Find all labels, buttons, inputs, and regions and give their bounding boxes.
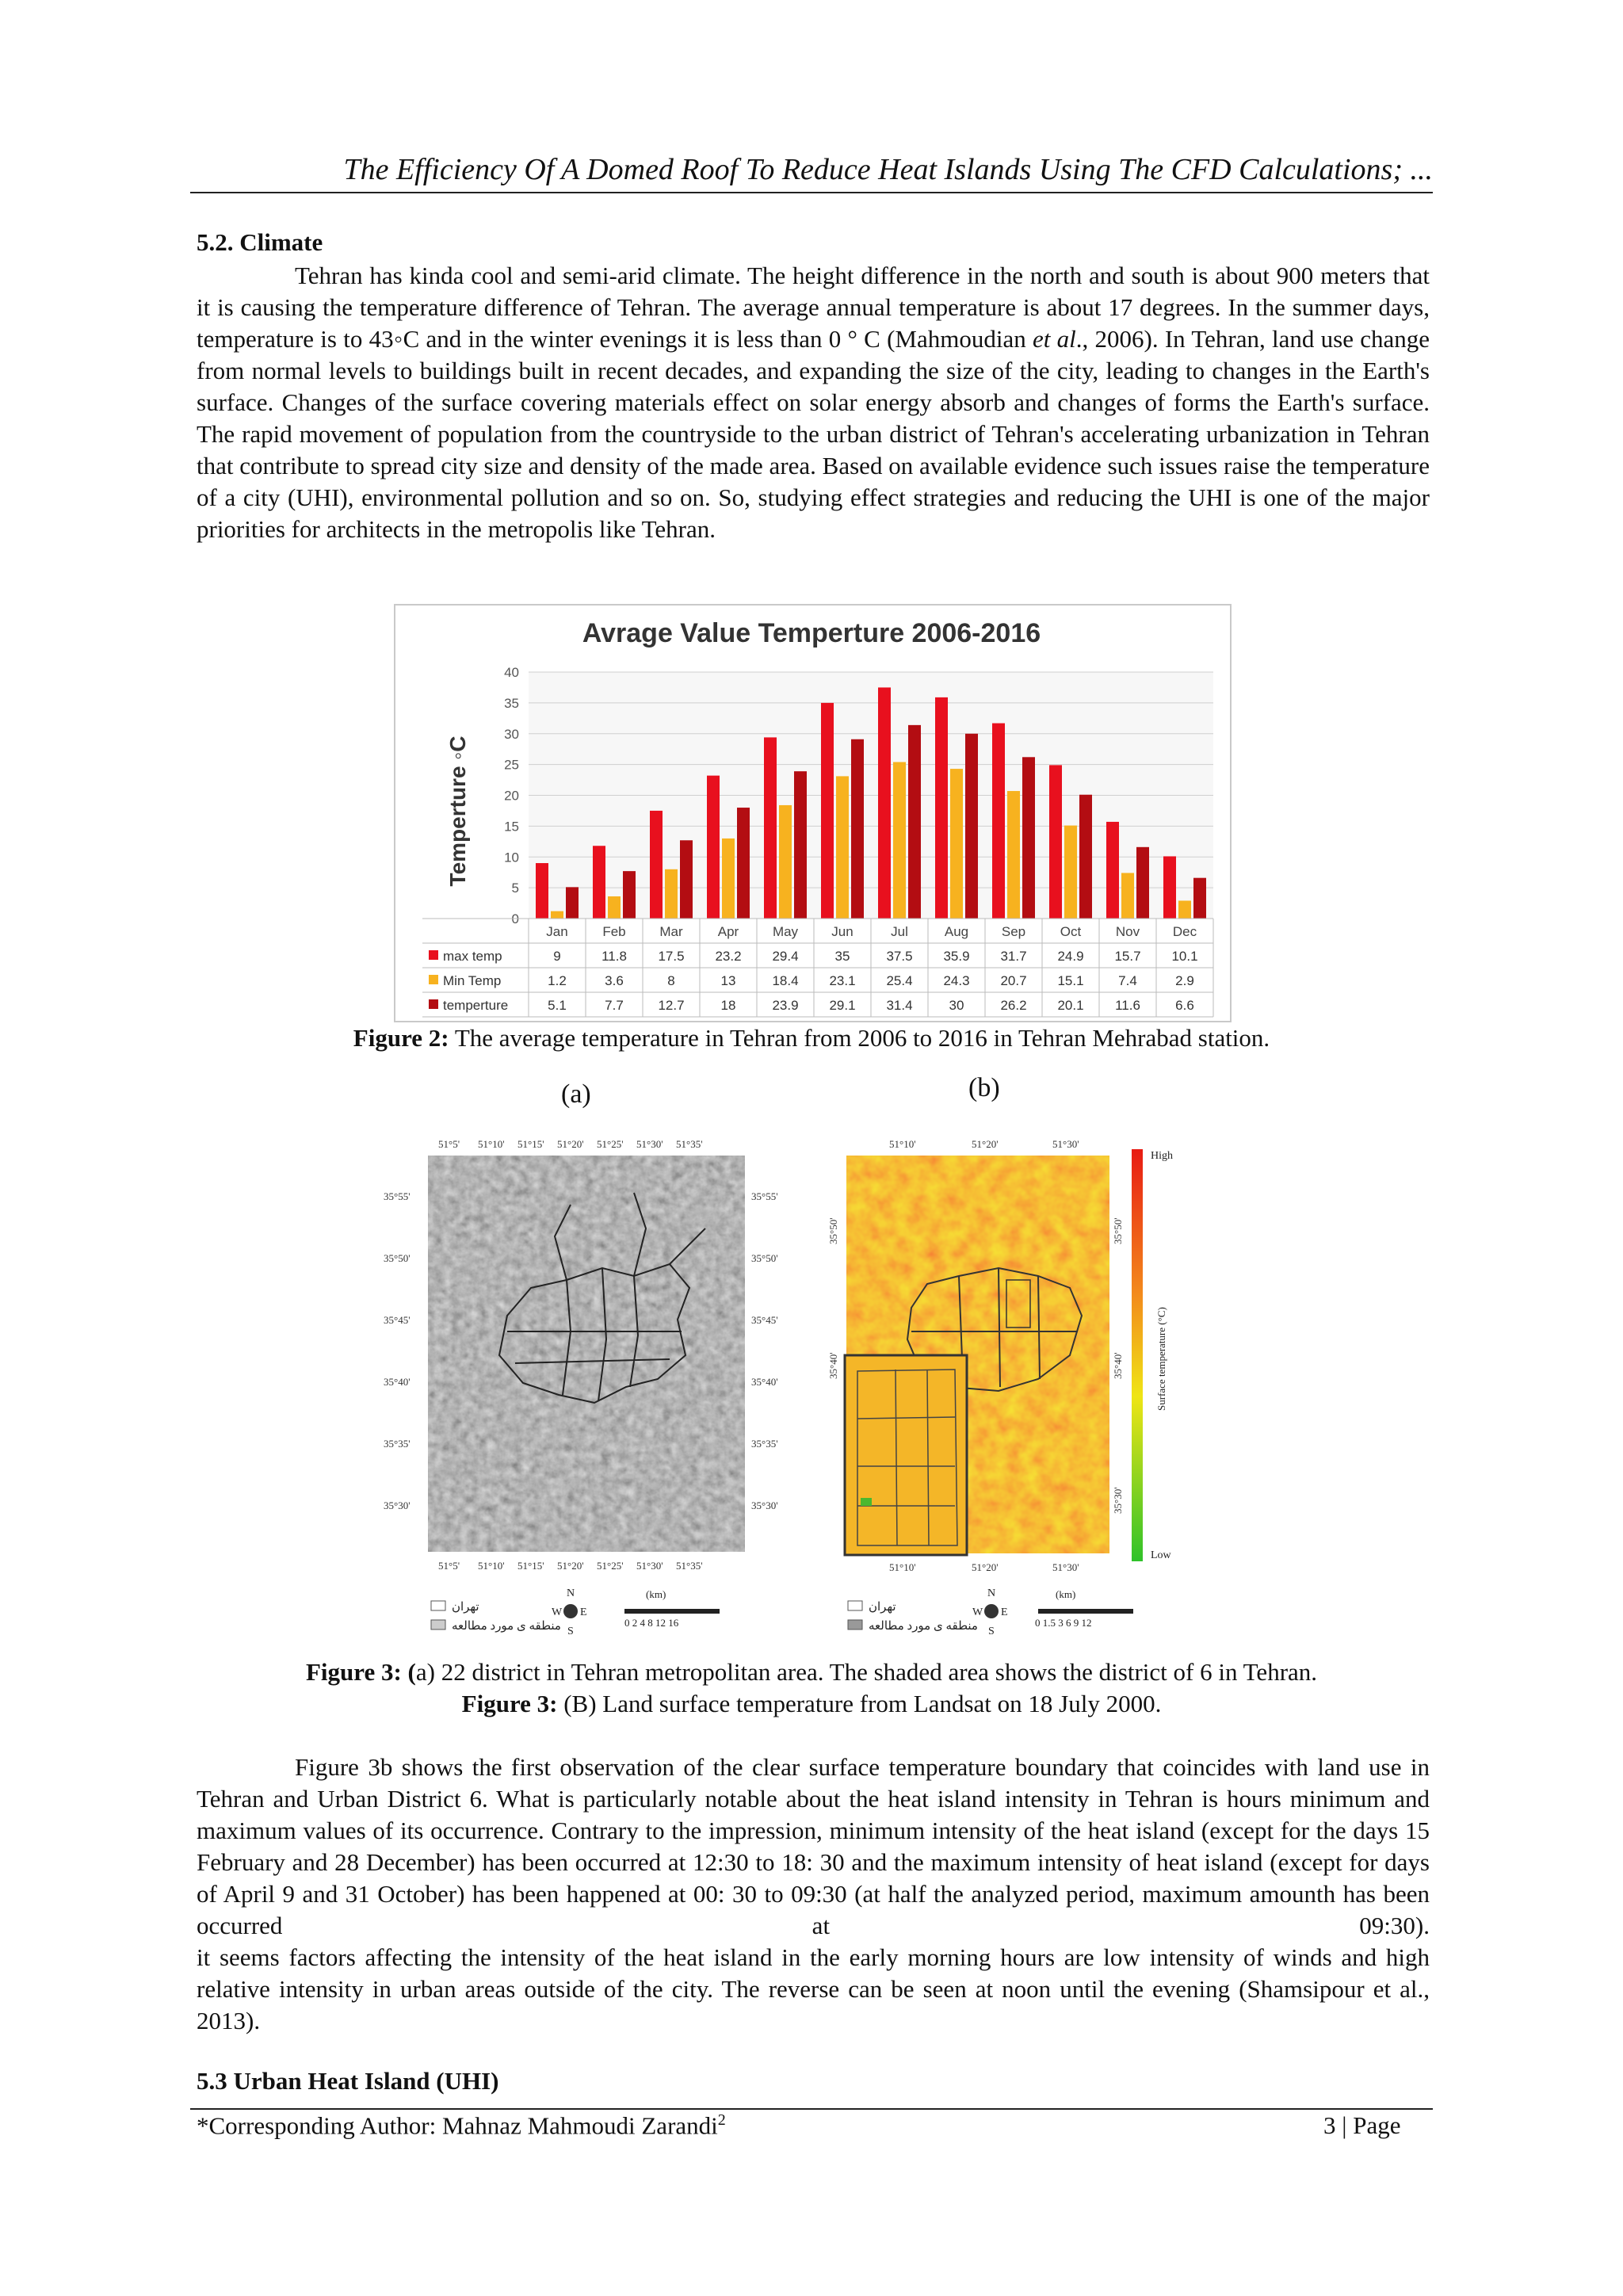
table-value: 12.7 xyxy=(658,998,685,1013)
table-value: 29.4 xyxy=(772,949,799,964)
bar-temperture xyxy=(737,808,750,919)
bar-min-temp xyxy=(893,762,906,919)
bar-max-temp xyxy=(992,724,1005,919)
bar-min-temp xyxy=(608,896,621,919)
map-a-bottom-tick: 51°5' xyxy=(438,1560,460,1572)
figure-3-caption-2 xyxy=(190,1688,1433,1720)
chart-title: Avrage Value Temperture 2006-2016 xyxy=(582,618,1041,648)
climate-paragraph xyxy=(197,260,1430,545)
map-b-colorbar xyxy=(1132,1149,1173,1561)
x-tick-label: Apr xyxy=(717,924,739,939)
climate-text-part1: Tehran has kinda cool and semi-arid climate. The height difference in the north and south is about 900 meters that it is causing the temperature difference of Tehran. The average annual temperature is about 17 degrees. In the summer days, temperature is to 43◦C and in the winter evenings it is less than 0 ° C (Mahmoudian xyxy=(197,262,1430,353)
map-a-left-tick: 35°40' xyxy=(384,1376,411,1388)
table-value: 8 xyxy=(667,973,675,988)
map-a-left-tick: 35°55' xyxy=(384,1190,411,1202)
x-tick-label: May xyxy=(772,924,799,939)
colorbar-low-label: Low xyxy=(1151,1549,1171,1561)
map-a-scale-unit: (km) xyxy=(646,1588,666,1600)
map-b-legend-study: منطقه ی مورد مطالعه xyxy=(869,1620,978,1633)
y-tick-label: 10 xyxy=(504,850,519,865)
map-a-bottom-tick: 51°30' xyxy=(636,1560,663,1572)
bar-temperture xyxy=(1079,795,1092,919)
figure-3-caption-2-label: Figure 3: xyxy=(461,1690,558,1717)
table-value: 20.1 xyxy=(1057,998,1084,1013)
climate-text-etal: et al xyxy=(1033,325,1076,353)
section-heading-uhi: 5.3 Urban Heat Island (UHI) xyxy=(197,2067,499,2095)
map-b-legend-swatch-study xyxy=(848,1620,862,1629)
map-b-legend xyxy=(848,1601,978,1633)
bar-max-temp xyxy=(821,703,834,919)
table-value: 7.7 xyxy=(605,998,624,1013)
map-a-legend-study: منطقه ی مورد مطالعه xyxy=(452,1620,561,1633)
y-tick-label: 15 xyxy=(504,819,519,835)
figure-3-caption-1 xyxy=(190,1656,1433,1688)
y-tick-label: 5 xyxy=(511,881,519,896)
table-value: 1.2 xyxy=(548,973,567,988)
figure-3a-label: (a) xyxy=(561,1079,591,1109)
bar-temperture xyxy=(1136,847,1149,919)
compass-e: E xyxy=(580,1606,587,1618)
legend-swatch xyxy=(429,999,438,1009)
map-a-right-tick: 35°55' xyxy=(751,1190,778,1202)
bar-min-temp xyxy=(1007,791,1020,919)
map-a-top-tick: 51°20' xyxy=(557,1138,584,1150)
bar-min-temp xyxy=(665,869,678,919)
table-value: 15.7 xyxy=(1114,949,1141,964)
footer-author-text: *Corresponding Author: Mahnaz Mahmoudi Zarandi xyxy=(197,2111,718,2140)
map-a-bottom-tick: 51°10' xyxy=(478,1560,505,1572)
y-tick-label: 30 xyxy=(504,726,519,742)
bar-temperture xyxy=(965,734,978,919)
y-tick-label: 35 xyxy=(504,695,519,711)
x-tick-label: Aug xyxy=(944,924,969,939)
map-a-top-tick: 51°30' xyxy=(636,1138,663,1150)
bar-temperture xyxy=(680,840,693,919)
bar-min-temp xyxy=(950,769,963,919)
map-a-top-tick: 51°15' xyxy=(517,1138,544,1150)
bar-min-temp xyxy=(1178,900,1191,919)
table-value: 5.1 xyxy=(548,998,567,1013)
map-a-right-tick: 35°35' xyxy=(751,1438,778,1450)
bar-min-temp xyxy=(722,839,735,919)
table-value: 15.1 xyxy=(1057,973,1084,988)
table-value: 23.9 xyxy=(772,998,799,1013)
legend-label: Min Temp xyxy=(443,973,502,988)
figure-3-caption-2-text: (B) Land surface temperature from Landsat on 18 July 2000. xyxy=(557,1690,1162,1717)
table-value: 13 xyxy=(720,973,736,988)
x-tick-label: Feb xyxy=(602,924,626,939)
map-b-scale-values: 0 1.5 3 6 9 12 xyxy=(1035,1617,1092,1629)
figure-3b-label: (b) xyxy=(968,1073,1000,1102)
compass-n: N xyxy=(567,1587,575,1599)
bar-max-temp xyxy=(935,697,948,919)
x-tick-label: Jun xyxy=(831,924,854,939)
table-value: 24.9 xyxy=(1057,949,1084,964)
table-value: 3.6 xyxy=(605,973,624,988)
table-value: 6.6 xyxy=(1175,998,1194,1013)
bar-temperture xyxy=(1022,757,1035,919)
bar-temperture xyxy=(908,725,921,919)
table-value: 30 xyxy=(949,998,964,1013)
table-value: 7.4 xyxy=(1118,973,1137,988)
table-value: 24.3 xyxy=(943,973,970,988)
colorbar-title: Surface temperature (°C) xyxy=(1155,1307,1167,1411)
map-a-top-tick: 51°35' xyxy=(676,1138,703,1150)
table-value: 25.4 xyxy=(886,973,913,988)
figure-3-caption-1-text: a) 22 district in Tehran metropolitan area. The shaded area shows the district of 6 in Tehran. xyxy=(415,1658,1318,1686)
map-b-scale-bar xyxy=(1035,1588,1133,1629)
bar-max-temp xyxy=(1049,765,1062,919)
map-b-right-tick: 35°50' xyxy=(1112,1217,1124,1244)
bar-temperture xyxy=(794,771,807,919)
table-value: 23.2 xyxy=(715,949,742,964)
colorbar-gradient xyxy=(1132,1149,1143,1561)
header-rule xyxy=(190,192,1433,193)
map-a-bottom-tick: 51°20' xyxy=(557,1560,584,1572)
x-tick-label: Dec xyxy=(1172,924,1197,939)
legend-label: max temp xyxy=(443,949,502,964)
map-a-scale-values: 0 2 4 8 12 16 xyxy=(624,1617,679,1629)
table-value: 18 xyxy=(720,998,736,1013)
legend-swatch xyxy=(429,950,438,960)
figure-3b-paragraph-b: it seems factors affecting the intensity of the heat island in the early morning hours are low intensity of winds and high relative intensity in urban areas outside of the city. The reverse can be seen at noon until the evening (Shamsipour et al., 2013). xyxy=(197,1943,1430,2034)
colorbar-high-label: High xyxy=(1151,1150,1173,1162)
map-b-top-tick: 51°30' xyxy=(1052,1138,1079,1150)
figure-3b-paragraph-a: Figure 3b shows the first observation of the clear surface temperature boundary that coincides with land use in Tehran and Urban District 6. What is particularly notable about the heat island intensity in Tehran is hours minimum and maximum values of its occurrence. Contrary to the impression, minimum intensity of the heat island (except for the days 15 February and 28 December) has been occurred at 12:30 to 18: 30 and the maximum intensity of heat island (except for days of April 9 and 31 October) has been happened at 00: 30 to 09:30 (at half the analyzed period, maximum amounth has been occurred at 09:30). xyxy=(197,1753,1430,1939)
bar-max-temp xyxy=(1163,856,1176,919)
map-a-left-tick: 35°35' xyxy=(384,1438,411,1450)
compass-n: N xyxy=(987,1587,996,1599)
map-b-legend-swatch-city xyxy=(848,1601,862,1610)
map-a-right-tick: 35°45' xyxy=(751,1314,778,1326)
compass-w: W xyxy=(972,1606,983,1618)
table-value: 11.8 xyxy=(601,949,627,964)
bar-max-temp xyxy=(536,863,548,919)
temperature-bar-chart xyxy=(395,606,1230,1021)
map-b-left-tick: 35°50' xyxy=(827,1217,839,1244)
x-tick-label: Nov xyxy=(1115,924,1140,939)
map-a-legend-swatch-city xyxy=(431,1601,445,1610)
table-value: 31.7 xyxy=(1000,949,1027,964)
x-tick-label: Jul xyxy=(891,924,908,939)
bar-max-temp xyxy=(593,846,605,919)
table-value: 37.5 xyxy=(886,949,913,964)
compass-w: W xyxy=(552,1606,563,1618)
figure-2-label: Figure 2: xyxy=(353,1024,449,1052)
map-b-bottom-tick: 51°10' xyxy=(889,1561,916,1573)
footer-author-sup: 2 xyxy=(717,2111,726,2129)
map-a-top-tick: 51°10' xyxy=(478,1138,505,1150)
map-b-top-tick: 51°20' xyxy=(972,1138,999,1150)
map-b-left-tick: 35°40' xyxy=(827,1352,839,1379)
bar-max-temp xyxy=(764,737,777,919)
map-a-scale-bar xyxy=(624,1588,720,1629)
map-a-top-tick: 51°5' xyxy=(438,1138,460,1150)
bar-min-temp xyxy=(836,776,849,919)
running-header: The Efficiency Of A Domed Roof To Reduce Heat Islands Using The CFD Calculations; ... xyxy=(343,153,1433,186)
figure-3-maps-svg xyxy=(372,1117,1252,1645)
footer-rule xyxy=(190,2108,1433,2110)
table-value: 35.9 xyxy=(943,949,970,964)
bar-min-temp xyxy=(1121,873,1134,919)
bar-max-temp xyxy=(650,811,663,919)
y-axis-label: Temperture ◦C xyxy=(445,735,470,887)
bar-temperture xyxy=(851,739,864,919)
map-a-right-tick: 35°40' xyxy=(751,1376,778,1388)
map-b-scale-unit: (km) xyxy=(1056,1588,1076,1600)
map-a-left-tick: 35°30' xyxy=(384,1499,411,1511)
footer-author xyxy=(197,2111,726,2140)
y-tick-label: 0 xyxy=(511,911,519,926)
bar-temperture xyxy=(1193,878,1206,919)
bar-max-temp xyxy=(707,776,720,919)
map-a-bottom-tick: 51°35' xyxy=(676,1560,703,1572)
map-b-bottom-tick: 51°30' xyxy=(1052,1561,1079,1573)
bar-max-temp xyxy=(1106,822,1119,919)
map-b-right-tick: 35°30' xyxy=(1112,1487,1124,1514)
x-tick-label: Oct xyxy=(1060,924,1082,939)
table-value: 10.1 xyxy=(1171,949,1198,964)
compass-s: S xyxy=(567,1626,574,1637)
table-value: 9 xyxy=(553,949,561,964)
map-b-top-tick: 51°10' xyxy=(889,1138,916,1150)
x-tick-label: Sep xyxy=(1001,924,1026,939)
map-a-legend xyxy=(431,1601,561,1633)
compass-s: S xyxy=(988,1626,995,1637)
map-a-bottom-tick: 51°25' xyxy=(597,1560,624,1572)
y-tick-label: 20 xyxy=(504,788,519,804)
y-tick-label: 40 xyxy=(504,665,519,680)
bar-temperture xyxy=(623,871,636,919)
table-value: 23.1 xyxy=(829,973,856,988)
x-tick-label: Mar xyxy=(659,924,683,939)
x-tick-label: Jan xyxy=(546,924,568,939)
table-value: 31.4 xyxy=(886,998,913,1013)
footer-page-number: 3 | Page xyxy=(1323,2111,1401,2139)
map-a-right-tick: 35°30' xyxy=(751,1499,778,1511)
figure-2-caption xyxy=(190,1022,1433,1054)
climate-text-part2: ., 2006). In Tehran, land use change from normal levels to buildings built in recent decades, and expanding the size of the city, leading to changes in the Earth's surface. Changes of the surface covering materials effect on solar energy absorb and changes of forms the Earth's surface. The rapid movement of population from the countryside to the urban district of Tehran's accelerating urbanization in Tehran that contribute to spread city size and density of the made area. Based on available evidence such issues raise the temperature of a city (UHI), environmental pollution and so on. So, studying effect strategies and reducing the UHI is one of the major priorities for architects in the metropolis like Tehran. xyxy=(197,325,1430,543)
map-a-top-tick: 51°25' xyxy=(597,1138,624,1150)
compass-e: E xyxy=(1001,1606,1008,1618)
figure-3-maps xyxy=(372,1117,1252,1645)
bar-min-temp xyxy=(551,911,563,919)
legend-swatch xyxy=(429,975,438,984)
legend-label: temperture xyxy=(443,998,509,1013)
map-a-left-tick: 35°50' xyxy=(384,1252,411,1264)
table-value: 17.5 xyxy=(658,949,685,964)
bar-temperture xyxy=(566,887,579,919)
table-value: 35 xyxy=(834,949,850,964)
map-a-texture xyxy=(428,1156,745,1552)
map-a-legend-swatch-study xyxy=(431,1620,445,1629)
map-a-right-tick: 35°50' xyxy=(751,1252,778,1264)
map-b-right-tick: 35°40' xyxy=(1112,1352,1124,1379)
bar-min-temp xyxy=(1064,826,1077,919)
figure-2-chart xyxy=(394,604,1232,1022)
map-a-left-tick: 35°45' xyxy=(384,1314,411,1326)
figure-3-caption-1-label: Figure 3: ( xyxy=(305,1658,416,1686)
map-a-bottom-tick: 51°15' xyxy=(517,1560,544,1572)
map-a-legend-city: تهران xyxy=(452,1601,479,1614)
table-value: 11.6 xyxy=(1115,998,1140,1013)
table-value: 26.2 xyxy=(1000,998,1027,1013)
table-value: 18.4 xyxy=(772,973,799,988)
section-heading-climate: 5.2. Climate xyxy=(197,228,323,256)
map-b-legend-city: تهران xyxy=(869,1601,896,1614)
map-b-inset xyxy=(845,1355,967,1555)
figure-2-caption-text: The average temperature in Tehran from 2006 to 2016 in Tehran Mehrabad station. xyxy=(449,1024,1270,1052)
bar-max-temp xyxy=(878,687,891,919)
bar-min-temp xyxy=(779,805,792,919)
map-b-bottom-tick: 51°20' xyxy=(972,1561,999,1573)
y-tick-label: 25 xyxy=(504,757,519,773)
table-value: 2.9 xyxy=(1175,973,1194,988)
table-value: 20.7 xyxy=(1000,973,1027,988)
table-value: 29.1 xyxy=(829,998,856,1013)
